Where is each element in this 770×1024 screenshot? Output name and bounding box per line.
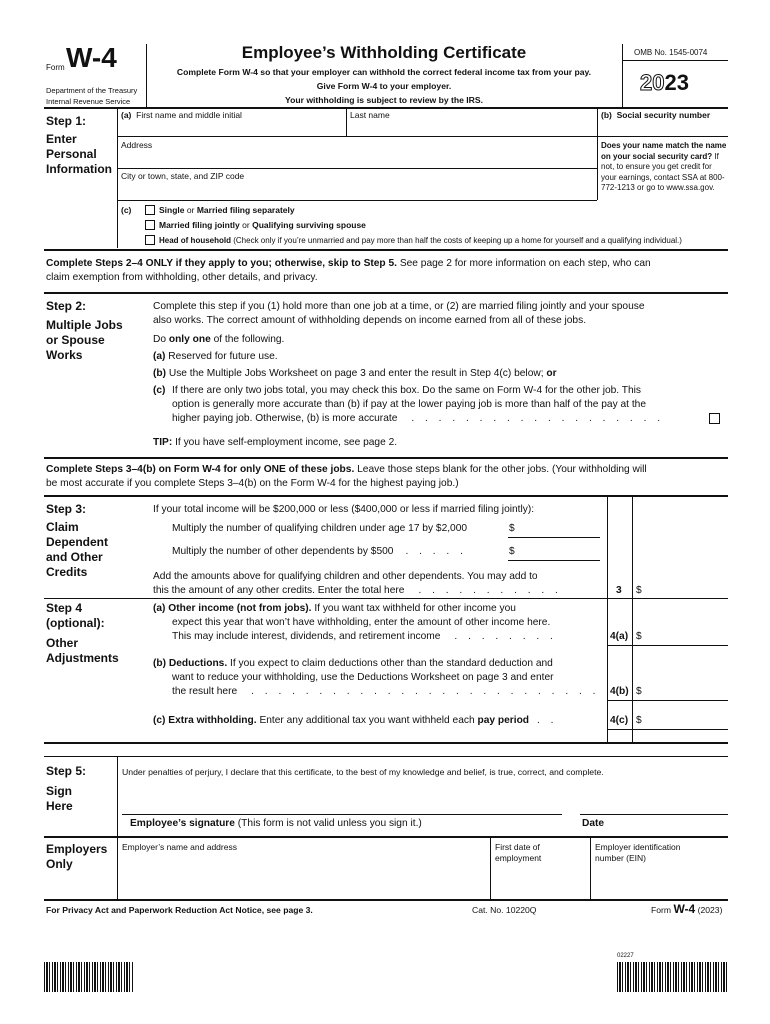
qss-text: Qualifying surviving spouse [252,220,366,230]
step4-b [153,657,553,671]
ein-label-1: Employer identification [595,842,681,852]
line-4c-label: 4(c) [610,715,629,726]
footer-form-id [651,903,722,917]
step5-title-2: Here [46,799,73,813]
line-3-dollar: $ [636,585,642,596]
complete-24-bold: Complete Steps 2–4 ONLY if they apply to you; otherwise, skip to Step 5. [46,258,397,269]
step4-c: (c) Extra withholding. Enter any additional tax you want withheld each pay period . . [153,715,558,726]
step3-title-3: and Other [46,550,103,564]
ein-input[interactable] [595,866,725,894]
footer-year: (2023) [697,905,723,915]
signature-note: (This form is not valid unless you sign it.) [237,818,422,829]
perjury-statement: Under penalties of perjury, I declare that this certificate, to the best of my knowledge and belief, is true, correct, and complete. [122,767,604,777]
step4-title-1: Other [46,636,79,650]
step1-title-1: Enter [46,132,77,146]
step2-p2: also works. The correct amount of withholding depends on income earned from all of these jobs. [153,315,587,326]
qualifying-children-amount[interactable] [518,522,598,536]
step3-intro: If your total income will be $200,000 or less ($400,000 or less if married filing jointly): [153,504,535,515]
catalog-number: Cat. No. 10220Q [472,905,537,915]
footer-code: 02227 [617,953,634,959]
ssn-text: Social security number [616,110,711,120]
step3-title-2: Dependent [46,535,109,549]
complete-34-bold: Complete Steps 3–4(b) on Form W-4 for only ONE of these jobs. [46,464,355,475]
step1-title-3: Information [46,162,112,176]
step3-add1: Add the amounts above for qualifying children and other dependents. You may add to [153,571,538,582]
step2-title-1: Multiple Jobs [46,318,123,332]
complete-24-rest2: claim exemption from withholding, other details, and privacy. [46,272,318,283]
address-input[interactable] [121,152,593,166]
barcode-left [44,962,134,992]
ssn-input[interactable] [601,121,725,135]
employee-signature-input[interactable] [122,795,562,813]
first-date-label-2: employment [495,853,542,863]
step4-label: Step 4 [46,601,83,615]
step2-tip-text: If you have self-employment income, see page 2. [175,437,398,448]
step2-b-tag: (b) [153,368,167,379]
step3-children-dollar: $ [509,523,515,534]
first-name-text: First name and middle initial [136,110,242,120]
step4-b-tag: (b) [153,658,167,669]
step3-title-1: Claim [46,520,79,534]
instructions-1: Complete Form W-4 so that your employer can withhold the correct federal income tax from your pay. [176,67,592,77]
line-4b-dollar: $ [636,686,642,697]
ssn-tag: (b) [601,110,612,120]
hoh-label [159,235,682,246]
step2-a [153,350,278,364]
city-input[interactable] [121,183,593,197]
step4-a-line3: This may include interest, dividends, and retirement income . . . . . . . . [172,631,557,642]
omb-number: OMB No. 1545-0074 [634,48,708,57]
step3-others-text: Multiply the number of other dependents by $500 [172,546,394,557]
step2-do-c: of the following. [210,334,285,345]
step3-title-4: Credits [46,565,88,579]
line-4c-amount[interactable] [645,714,725,728]
city-label: City or town, state, and ZIP code [121,171,245,181]
mfs-text: Married filing separately [196,205,295,215]
barcode-right [617,962,727,992]
hoh-note: (Check only if you’re unmarried and pay more than half the costs of keeping up a home for yourself and a qualifying individual.) [233,236,682,245]
step2-a-text: Reserved for future use. [168,351,278,362]
form-word: Form [46,63,65,72]
step2-tip-bold: TIP: [153,437,173,448]
ssn-note-bold: Does your name match the name on your social security card? [601,141,727,161]
complete-steps-3-4 [46,463,730,491]
first-name-label [121,110,242,121]
step4-title-2: Adjustments [46,651,119,665]
step3-label: Step 3: [46,502,87,516]
single-label [159,205,295,216]
line-3-amount[interactable] [645,584,725,598]
step2-do-a: Do [153,334,169,345]
step2-b [153,367,557,381]
step4-a-line1: If you want tax withheld for other income you [314,603,516,614]
form-title: Employee’s Withholding Certificate [241,43,527,62]
mfj-text: Married filing jointly [159,220,240,230]
filing-status-tag: (c) [121,205,132,215]
step2-c-line3-text: higher paying job. Otherwise, (b) is more accurate [172,413,398,424]
step4-b-bold: Deductions. [168,658,228,669]
department: Department of the Treasury [46,86,138,95]
hoh-text: Head of household [159,236,231,245]
ein-label-2: number (EIN) [595,853,647,863]
tax-year-suffix: 23 [664,70,689,95]
line-3-label: 3 [616,585,622,596]
line-4a-label: 4(a) [610,631,629,642]
complete-34-rest2: be most accurate if you complete Steps 3–4(b) on the Form W-4 for the highest paying job.) [46,478,459,489]
single-text: Single [159,205,185,215]
date-label: Date [582,818,605,829]
step4-a-tag: (a) [153,603,166,614]
form-number: W-4 [66,42,117,73]
step4-a [153,602,516,616]
step2-c-tag: (c) [153,385,166,396]
tax-year [640,70,689,96]
step2-do-b: only one [168,334,211,345]
step2-b-or: or [546,368,557,379]
other-dependents-amount[interactable] [518,545,598,559]
first-date-label-1: First date of [495,842,540,852]
line-4b-amount[interactable] [645,685,725,699]
two-jobs-checkbox[interactable] [709,413,720,424]
step4-optional: (optional): [46,616,105,630]
step2-label: Step 2: [46,299,87,313]
employers-title-1: Employers [46,842,108,856]
line-4b-label: 4(b) [610,686,629,697]
first-name-tag: (a) [121,110,132,120]
mfj-label [159,220,366,231]
step4-c-text: Enter any additional tax you want withheld each [259,715,475,726]
single-checkbox[interactable] [145,205,155,215]
step4-c-bold: Extra withholding. [168,715,257,726]
step1-label: Step 1: [46,114,87,128]
last-name-input[interactable] [350,121,594,135]
step4-a-bold: Other income (not from jobs). [168,603,312,614]
step4-b-line3-text: the result here [172,686,238,697]
step2-do [153,333,284,347]
step2-a-tag: (a) [153,351,166,362]
line-4a-dollar: $ [636,631,642,642]
complete-24-rest1: See page 2 for more information on each step, who can [399,258,651,269]
signature-label [130,817,422,831]
ssn-note [601,141,727,194]
employers-title-2: Only [46,857,73,871]
step4-b-line1: If you expect to claim deductions other than the standard deduction and [230,658,553,669]
mfj-or: or [242,220,250,230]
step4-b-line2: want to reduce your withholding, use the Deductions Worksheet on page 3 and enter [172,672,554,683]
first-name-input[interactable] [121,121,343,135]
address-label: Address [121,140,153,150]
instructions-3: Your withholding is subject to review by the IRS. [285,95,483,105]
step2-title-2: or Spouse [46,333,105,347]
complete-34-rest1: Leave those steps blank for the other jobs. (Your withholding will [357,464,647,475]
step3-add2-text: this the amount of any other credits. Enter the total here [153,585,405,596]
step5-title-1: Sign [46,784,72,798]
employer-name-label: Employer’s name and address [122,842,237,852]
privacy-notice: For Privacy Act and Paperwork Reduction Act Notice, see page 3. [46,905,313,915]
step2-c-line3: higher paying job. Otherwise, (b) is more accurate . . . . . . . . . . . . . . . . . . . [172,413,665,424]
footer-form-word: Form [651,905,672,915]
footer-form-number: W-4 [673,902,696,916]
step2-title-3: Works [46,348,83,362]
step4-a-line2: expect this year that won’t have withholding, enter the amount of other income here. [172,617,551,628]
step5-label: Step 5: [46,764,87,778]
signature-bold: Employee’s signature [130,818,235,829]
irs-label: Internal Revenue Service [46,97,131,106]
ssn-note-text: If not, to ensure you get credit for your earnings, contact SSA at 800-772-1213 or go to www.ssa.gov. [601,151,725,192]
employer-name-input[interactable] [122,856,486,894]
step3-children: Multiply the number of qualifying children under age 17 by $2,000 [172,523,468,534]
tax-year-prefix: 20 [640,70,665,95]
line-4a-amount[interactable] [645,630,725,644]
last-name-label: Last name [350,110,390,120]
step2-p1: Complete this step if you (1) hold more than one job at a time, or (2) are married filing jointly and your spouse [153,301,645,312]
step2-b-text: Use the Multiple Jobs Worksheet on page 3 and enter the result in Step 4(c) below; [168,368,544,379]
complete-steps-2-4 [46,257,730,285]
step2-c-line1: If there are only two jobs total, you may check this box. Do the same on Form W-4 for the other job. This [172,385,642,396]
ssn-label [601,110,710,121]
date-input[interactable] [580,795,728,813]
step3-others: Multiply the number of other dependents by $500 . . . . . [172,546,467,557]
step1-title-2: Personal [46,147,97,161]
single-or: or [186,205,195,215]
step4-c-tag: (c) [153,715,166,726]
step3-add2: this the amount of any other credits. Enter the total here . . . . . . . . . . . [153,585,562,596]
mfj-checkbox[interactable] [145,220,155,230]
step4-a-line3-text: This may include interest, dividends, and retirement income [172,631,441,642]
step2-c-line2: option is generally more accurate than (b) if pay at the lower paying job is more than half of the pay at the [172,399,646,410]
hoh-checkbox[interactable] [145,235,155,245]
step2-tip [153,436,397,450]
first-date-input[interactable] [495,866,587,894]
step3-others-dollar: $ [509,546,515,557]
step4-b-line3: the result here . . . . . . . . . . . . . . . . . . . . . . . . . . [172,686,600,697]
line-4c-dollar: $ [636,715,642,726]
step4-c-bold2: pay period [477,715,530,726]
instructions-2: Give Form W-4 to your employer. [316,81,452,91]
